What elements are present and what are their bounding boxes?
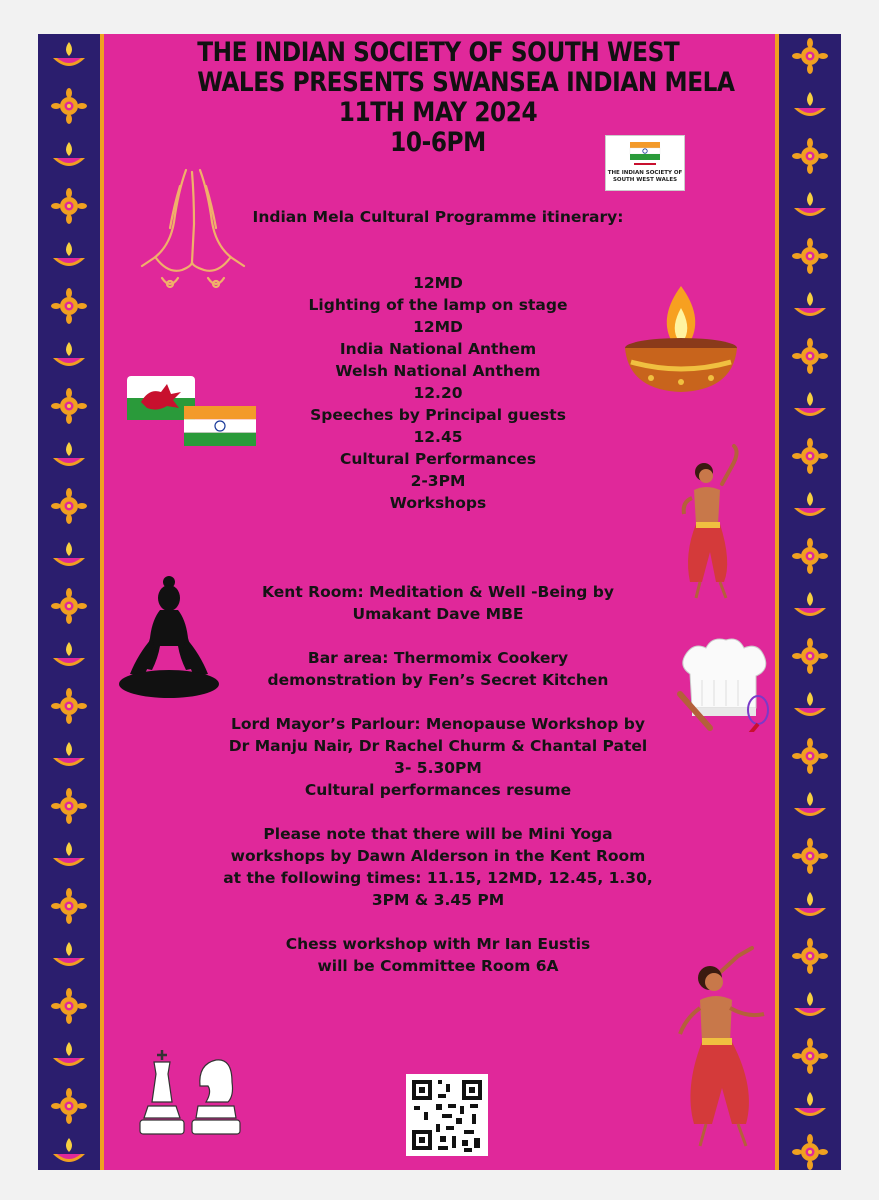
perf-item: Cultural Performances bbox=[339, 450, 537, 468]
dancer-icon bbox=[678, 442, 750, 604]
chess-note-line: Chess workshop with Mr Ian Eustis bbox=[285, 935, 591, 953]
speech-item: Speeches by Principal guests bbox=[310, 406, 566, 424]
left-decorative-border bbox=[38, 34, 104, 1170]
anthem-india: India National Anthem bbox=[339, 340, 537, 358]
workshop-time: 2-3PM bbox=[410, 472, 466, 490]
qr-code[interactable] bbox=[406, 1074, 488, 1156]
logo-emblem-icon bbox=[606, 136, 684, 170]
chef-hat-icon bbox=[672, 636, 772, 732]
kent-room-line: Kent Room: Meditation & Well -Being by bbox=[262, 583, 614, 601]
diya-pattern-left bbox=[38, 34, 100, 1170]
diya-pattern-right bbox=[779, 34, 841, 1170]
speech-time: 12.20 bbox=[413, 384, 463, 402]
workshop-item: Workshops bbox=[389, 494, 487, 512]
anthem-wales: Welsh National Anthem bbox=[335, 362, 541, 380]
event-poster bbox=[38, 34, 841, 1170]
resume-time: 3- 5.30PM bbox=[394, 759, 482, 777]
chess-pieces-icon bbox=[136, 1046, 242, 1142]
workshops-section bbox=[198, 581, 678, 977]
dancer-icon bbox=[676, 938, 776, 1154]
yoga-note-line: 3PM & 3.45 PM bbox=[371, 891, 505, 909]
right-decorative-border bbox=[775, 34, 841, 1170]
programme-section bbox=[198, 206, 678, 514]
indian-society-logo bbox=[605, 135, 685, 191]
yoga-note-line: Please note that there will be Mini Yoga bbox=[263, 825, 613, 843]
bar-area-line: Bar area: Thermomix Cookery bbox=[307, 649, 569, 667]
anthem-time: 12MD bbox=[413, 318, 463, 336]
title-line: 11TH MAY 2024 bbox=[338, 97, 538, 128]
mayor-parlour-line: Dr Manju Nair, Dr Rachel Churm & Chantal Patel bbox=[228, 737, 648, 755]
logo-text: THE INDIAN SOCIETY OF SOUTH WEST WALES bbox=[607, 170, 683, 183]
lamp-time: 12MD bbox=[413, 274, 463, 292]
yoga-note-line: at the following times: 11.15, 12MD, 12.45, 1.30, bbox=[223, 869, 653, 887]
bar-area-line: demonstration by Fen’s Secret Kitchen bbox=[267, 671, 609, 689]
title-line: 10-6PM bbox=[390, 127, 486, 158]
title-line: WALES PRESENTS SWANSEA INDIAN MELA bbox=[197, 67, 735, 98]
lamp-item: Lighting of the lamp on stage bbox=[308, 296, 568, 314]
yoga-note-line: workshops by Dawn Alderson in the Kent Room bbox=[230, 847, 646, 865]
programme-heading: Indian Mela Cultural Programme itinerary: bbox=[252, 208, 624, 226]
perf-time: 12.45 bbox=[413, 428, 463, 446]
resume-item: Cultural performances resume bbox=[304, 781, 572, 799]
kent-room-line: Umakant Dave MBE bbox=[352, 605, 524, 623]
title-line: THE INDIAN SOCIETY OF SOUTH WEST bbox=[197, 37, 680, 68]
mayor-parlour-line: Lord Mayor’s Parlour: Menopause Workshop by bbox=[231, 715, 645, 733]
chess-note-line: will be Committee Room 6A bbox=[317, 957, 559, 975]
